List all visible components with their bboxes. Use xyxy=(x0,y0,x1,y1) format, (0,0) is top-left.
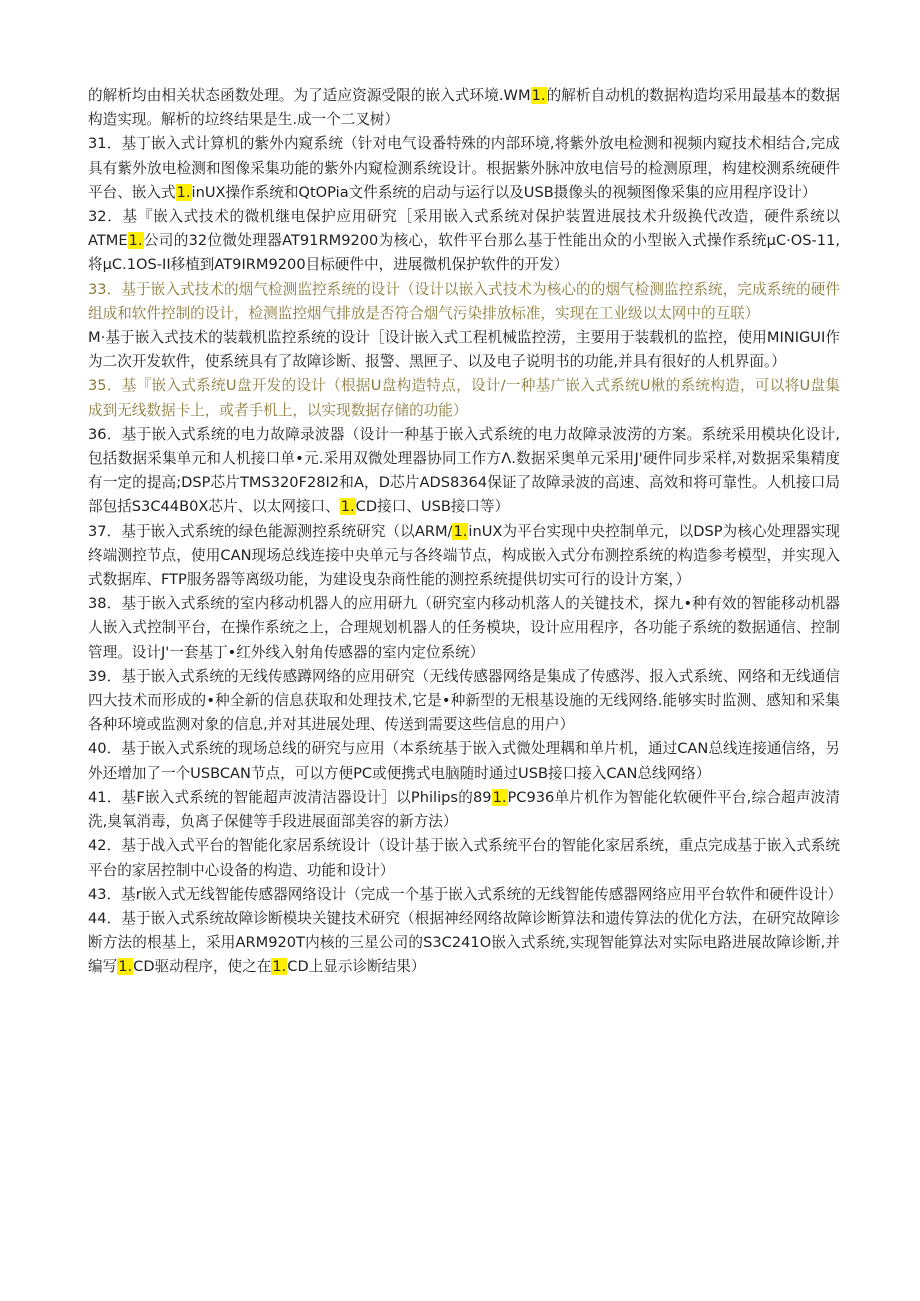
paragraph-text: 公司的32位微处理器AT91RM9200为核心，软件平台那么基于性能出众的小型嵌入式操作系统μC·OS-11,将μC.1OS-II移植到AT9IRM9200目标硬件中，进展微机保护软件的开发） xyxy=(88,232,840,274)
highlight-mark: 1. xyxy=(531,87,546,104)
paragraph-text: 32．基『嵌入式技术的微机继电保护应用研究［采用嵌入式系统对保护装置进展技术升级换代改造，硬件系统以ATME xyxy=(88,208,840,250)
list-item xyxy=(88,834,840,882)
list-item xyxy=(88,520,840,593)
list-item xyxy=(88,326,840,374)
list-item xyxy=(88,205,840,278)
paragraph-text: 的解析均由相关状态函数处理。为了适应资源受限的嵌入式环境.WM xyxy=(88,87,531,104)
paragraph-text: 44．基于嵌入式系统故障诊断模块关键技术研究（根据神经网络故障诊断算法和遗传算法的优化方法，在研究故障诊断方法的根基上，采用ARM920T内核的三星公司的S3C241O嵌入式系统,实现智能算法对实际电路进展故障诊断,并编写 xyxy=(88,909,840,976)
paragraph-text: 40．基于嵌入式系统的现场总线的研究与应用（本系统基于嵌入式微处理耦和单片机，通过CAN总线连接通信络，另外还增加了一个USBCAN节点，可以方便PC或便携式电脑随时通过USB接口接入CAN总线网络） xyxy=(88,740,840,782)
paragraph-text: 38．基于嵌入式系统的室内移动机器人的应用研九（研究室内移动机落人的关键技术，探九•种有效的智能移动机器人嵌入式控制平台，在操作系统之上，合理规划机器人的任务模块，设计应用程序，各功能子系统的数据通信、控制管理。设计J'一套基丁•红外线入射角传感器的室内定位系统） xyxy=(88,595,840,661)
paragraph-text: M·基于嵌入式技术的装载机监控系统的设计［设计嵌入式工程机械监控涝，主要用于装载机的监控，使用MINIGUI作为二次开发软件，使系统具有了故障诊断、报警、黑匣子、以及电子说明书的功能,并具有很好的人机界面。） xyxy=(88,329,840,371)
paragraph-text: 33．基于嵌入式技术的烟气检测监控系统的设计（设计以嵌入式技术为核心的的烟气检测监控系统，完成系统的硬件组成和软件控制的设计，检测监控烟气排放是否符合烟气污染排放标准，实现在工业级以太网中的互联） xyxy=(88,280,840,322)
list-item xyxy=(88,592,840,665)
list-item xyxy=(88,907,840,980)
list-item xyxy=(88,423,840,520)
list-item xyxy=(88,786,840,834)
paragraph-text: 的解析自动机的数据构造均采用最基本的数据构造实现。解析的垃终结果是生.成一个二叉树） xyxy=(88,87,840,129)
highlight-mark: 1. xyxy=(128,232,143,250)
paragraph-text: 42．基于战入式平台的智能化家居系统设计（设计基于嵌入式系统平台的智能化家居系统，重点完成基于嵌入式系统平台的家居控制中心设备的构造、功能和设计） xyxy=(88,837,840,879)
paragraph-text: CD上显示诊断结果） xyxy=(287,958,426,976)
highlight-mark: 1. xyxy=(118,958,133,976)
paragraph-text: 39．基于嵌入式系统的无线传感蹲网络的应用研究（无线传感器网络是集成了传感涔、报入式系统、网络和无线通信四大技术而形成的•种全新的信息获取和处理技术,它是•种新型的无根基设施的无线网络.能够实时监测、感知和采集各种环境或监测对象的信息,并对其进展处理、传送到需要这些信息的用户） xyxy=(88,667,840,734)
document-page xyxy=(88,84,843,980)
paragraph-text: PC936单片机作为智能化软硬件平台,综合超声波清洗,臭氧消毒，负离子保健等手段进展面部美容的新方法） xyxy=(88,788,840,831)
list-item xyxy=(88,883,843,907)
paragraph-text: 36．基于嵌入式系统的电力故障录波器（设计一种基于嵌入式系统的电力故障录波涝的方案。系统采用模块化设计,包括数据采集单元和人机接口单•元.采用双微处理器协同工作方Λ.数据采奥单元采用J'硬件同步采样,对数据采集精度有一定的提高;DSP芯片TMS320F28I2和A，D芯片ADS8364保证了故障录波的高速、高效和将可靠性。人机接口局部包括S3C44B0X芯片、以太网接口、 xyxy=(88,425,840,516)
list-item xyxy=(88,132,840,205)
paragraph-text: 41．基F嵌入式系统的智能超声波清洁器设计］以Philips的89 xyxy=(88,788,492,806)
list-item xyxy=(88,737,840,785)
highlight-mark: 1. xyxy=(272,958,287,976)
paragraph-text: inUX为平台实现中央控制单元，以DSP为核心处理器实现终端测控节点，使用CAN现场总线连接中央单元与各终端节点，构成嵌入式分布测控系统的构造参考模型，并实现入式数据库、FTP服务器等离级功能，为建设曳杂商性能的测控系统提供切实可行的设计方案，） xyxy=(88,522,840,589)
paragraph-text: CD驱动程序，使之在 xyxy=(133,958,272,976)
paragraph-text: inUX操作系统和QtOPia文件系统的启动与运行以及USB摄像头的视频图像采集的应用程序设计） xyxy=(191,183,817,201)
highlight-mark: 1. xyxy=(176,183,191,201)
highlight-mark: 1. xyxy=(340,498,355,516)
paragraph-text: 43．基r嵌入式无线智能传感器网络设计（完成一个基于嵌入式系统的无线智能传感器网络应用平台软件和硬件设计） xyxy=(88,885,843,903)
paragraph-text: CD接口、USB接口等） xyxy=(355,498,510,516)
highlight-mark: 1. xyxy=(453,522,468,540)
paragraph-text: 37．基于嵌入式系统的绿色能源测控系统研究（以ARM/ xyxy=(88,522,453,540)
highlight-mark: 1. xyxy=(492,788,507,806)
list-item xyxy=(88,665,840,738)
paragraph-text: 35．基『嵌入式系统U盘开发的设计（根据U盘构造特点，设计/一种基广嵌入式系统U楸的系统构造，可以将U盘集成到无线数据卡上，或者手机上，以实现数据存储的功能） xyxy=(88,377,840,419)
list-item xyxy=(88,84,840,132)
paragraph-text: 31．基丁嵌入式计算机的紫外内窥系统（针对电气设番特殊的内部环境,将紫外放电检测和视频内窥技术相结合,完成具有紫外放电检测和图像采集功能的紫外内窥检测系统设计。根据紫外脉冲放电信号的检测原理，构建校测系统硬件平台、嵌入式 xyxy=(88,135,840,201)
list-item xyxy=(88,278,840,326)
list-item xyxy=(88,374,840,422)
